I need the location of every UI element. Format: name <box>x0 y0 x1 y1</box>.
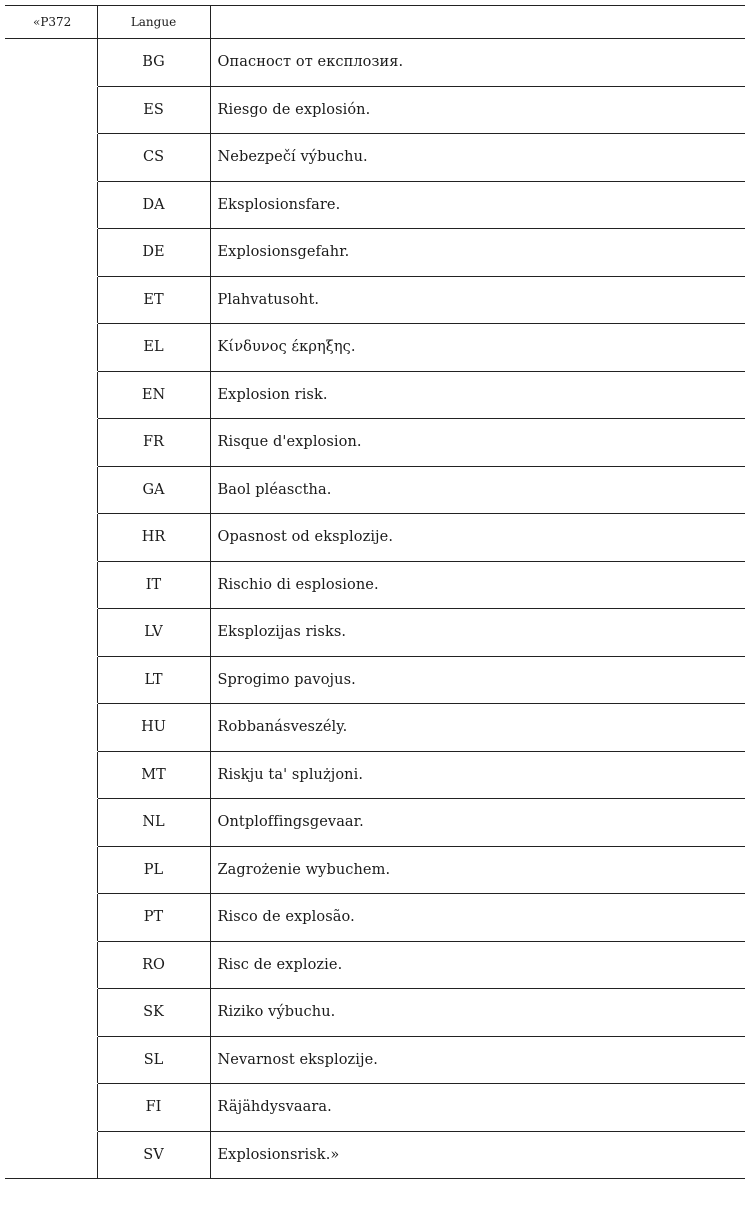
language-code-cell: RO <box>97 941 210 989</box>
language-code-cell: ET <box>97 276 210 324</box>
language-code-cell: DA <box>97 181 210 229</box>
table-row <box>5 656 745 704</box>
language-column-header: Langue <box>97 6 210 39</box>
statement-code-cell <box>5 894 97 942</box>
table-row <box>5 181 745 229</box>
language-code-cell: FI <box>97 1084 210 1132</box>
statement-code-cell <box>5 799 97 847</box>
statement-code-cell <box>5 656 97 704</box>
precautionary-statement-table <box>5 5 745 1179</box>
language-code-cell: PT <box>97 894 210 942</box>
language-code-cell: CS <box>97 134 210 182</box>
language-code-cell: SV <box>97 1131 210 1179</box>
table-row <box>5 39 745 87</box>
statement-code-cell <box>5 846 97 894</box>
table-row <box>5 371 745 419</box>
language-code-cell: DE <box>97 229 210 277</box>
language-code-cell: BG <box>97 39 210 87</box>
statement-text-cell: Rischio di esplosione. <box>210 561 745 609</box>
language-code-cell: HU <box>97 704 210 752</box>
statement-text-cell: Sprogimo pavojus. <box>210 656 745 704</box>
statement-text-cell: Opasnost od eksplozije. <box>210 514 745 562</box>
statement-code-cell <box>5 229 97 277</box>
language-code-cell: NL <box>97 799 210 847</box>
table-row <box>5 1131 745 1179</box>
statement-code-cell <box>5 276 97 324</box>
statement-text-cell: Explosionsgefahr. <box>210 229 745 277</box>
statement-text-cell: Robbanásveszély. <box>210 704 745 752</box>
statement-code-cell <box>5 561 97 609</box>
language-code-cell: SK <box>97 989 210 1037</box>
statement-code-cell <box>5 466 97 514</box>
statement-code-cell <box>5 371 97 419</box>
statement-text-cell: Riziko výbuchu. <box>210 989 745 1037</box>
language-code-cell: FR <box>97 419 210 467</box>
table-row <box>5 561 745 609</box>
statement-code-cell <box>5 86 97 134</box>
statement-code-cell <box>5 704 97 752</box>
statement-text-cell: Risco de explosão. <box>210 894 745 942</box>
statement-code-cell <box>5 989 97 1037</box>
document-page <box>5 5 745 1179</box>
table-body <box>5 6 745 1179</box>
statement-text-cell: Räjähdysvaara. <box>210 1084 745 1132</box>
table-row <box>5 704 745 752</box>
table-row <box>5 134 745 182</box>
table-row <box>5 324 745 372</box>
table-row <box>5 1036 745 1084</box>
table-row <box>5 466 745 514</box>
table-row <box>5 989 745 1037</box>
language-code-cell: EN <box>97 371 210 419</box>
statement-text-cell: Riskju ta' splużjoni. <box>210 751 745 799</box>
table-row <box>5 419 745 467</box>
table-row <box>5 894 745 942</box>
statement-code-cell <box>5 134 97 182</box>
language-code-cell: IT <box>97 561 210 609</box>
statement-code-cell <box>5 514 97 562</box>
text-column-header <box>210 6 745 39</box>
language-code-cell: GA <box>97 466 210 514</box>
statement-text-cell: Explosion risk. <box>210 371 745 419</box>
statement-code-cell <box>5 181 97 229</box>
statement-code-cell <box>5 324 97 372</box>
statement-code-cell <box>5 39 97 87</box>
statement-code-cell <box>5 941 97 989</box>
language-code-cell: MT <box>97 751 210 799</box>
language-code-cell: HR <box>97 514 210 562</box>
statement-code-cell <box>5 751 97 799</box>
table-row <box>5 229 745 277</box>
statement-code-cell <box>5 1131 97 1179</box>
table-row <box>5 276 745 324</box>
language-code-cell: PL <box>97 846 210 894</box>
statement-text-cell: Nevarnost eksplozije. <box>210 1036 745 1084</box>
statement-text-cell: Risc de explozie. <box>210 941 745 989</box>
table-row <box>5 846 745 894</box>
statement-text-cell: Baol pléasctha. <box>210 466 745 514</box>
statement-text-cell: Eksplosionsfare. <box>210 181 745 229</box>
language-code-cell: SL <box>97 1036 210 1084</box>
table-row <box>5 751 745 799</box>
statement-code-header: «P372 <box>5 6 97 39</box>
table-row <box>5 514 745 562</box>
statement-text-cell: Risque d'explosion. <box>210 419 745 467</box>
statement-text-cell: Κίνδυνος έκρηξης. <box>210 324 745 372</box>
table-row <box>5 799 745 847</box>
table-header-row <box>5 6 745 39</box>
statement-code-cell <box>5 609 97 657</box>
statement-text-cell: Ontploffingsgevaar. <box>210 799 745 847</box>
statement-text-cell: Plahvatusoht. <box>210 276 745 324</box>
statement-text-cell: Explosionsrisk.» <box>210 1131 745 1179</box>
language-code-cell: LT <box>97 656 210 704</box>
statement-code-cell <box>5 419 97 467</box>
statement-text-cell: Nebezpečí výbuchu. <box>210 134 745 182</box>
statement-text-cell: Eksplozijas risks. <box>210 609 745 657</box>
table-row <box>5 1084 745 1132</box>
statement-text-cell: Riesgo de explosión. <box>210 86 745 134</box>
table-row <box>5 86 745 134</box>
table-row <box>5 609 745 657</box>
statement-text-cell: Опасност от експлозия. <box>210 39 745 87</box>
table-row <box>5 941 745 989</box>
language-code-cell: ES <box>97 86 210 134</box>
statement-text-cell: Zagrożenie wybuchem. <box>210 846 745 894</box>
language-code-cell: EL <box>97 324 210 372</box>
statement-code-cell <box>5 1036 97 1084</box>
statement-code-cell <box>5 1084 97 1132</box>
language-code-cell: LV <box>97 609 210 657</box>
